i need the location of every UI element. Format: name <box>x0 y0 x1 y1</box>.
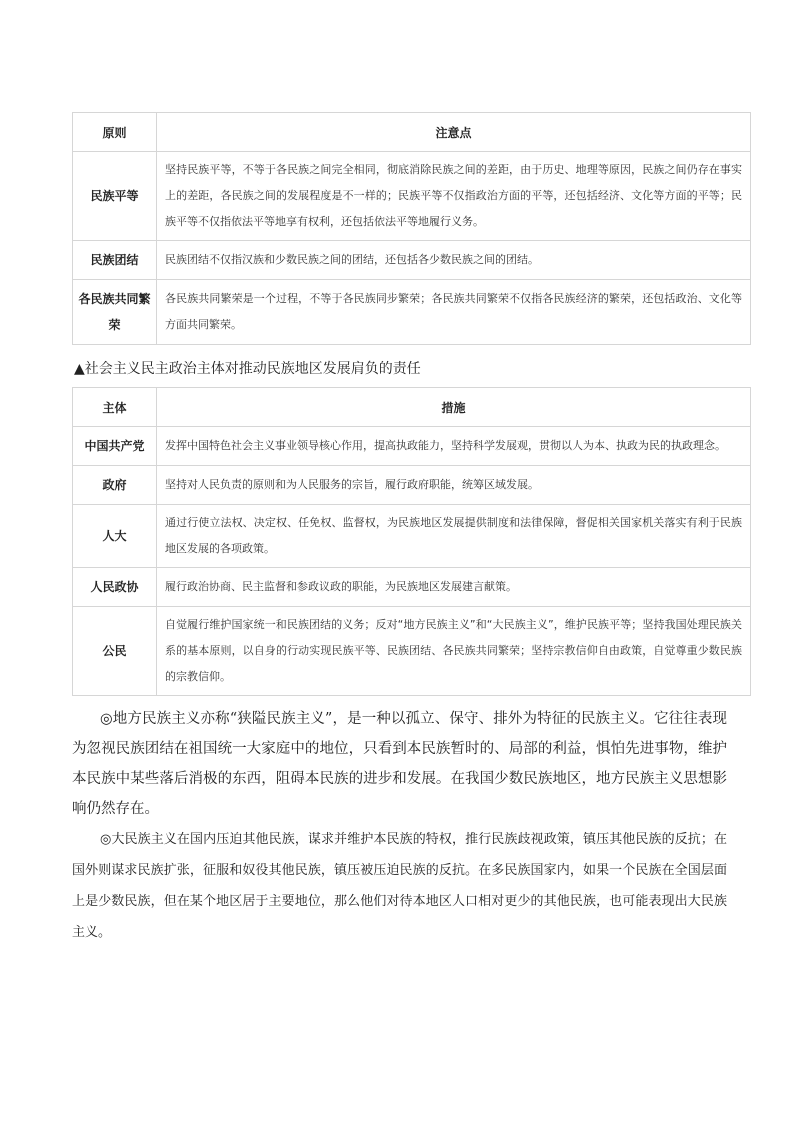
table-row <box>73 280 751 345</box>
table-row <box>73 607 751 696</box>
row-key: 各民族共同繁荣 <box>73 280 157 345</box>
row-text: 坚持对人民负责的原则和为人民服务的宗旨，履行政府职能，统筹区域发展。 <box>157 466 751 505</box>
row-text: 履行政治协商、民主监督和参政议政的职能，为民族地区发展建言献策。 <box>157 568 751 607</box>
column-header-notes: 注意点 <box>157 113 751 152</box>
table-row <box>73 427 751 466</box>
row-text: 通过行使立法权、决定权、任免权、监督权，为民族地区发展提供制度和法律保障，督促相关国家机关落实有利于民族地区发展的各项政策。 <box>157 505 751 568</box>
row-key: 民族平等 <box>73 152 157 241</box>
principles-table <box>72 112 751 345</box>
table-header-row <box>73 113 751 152</box>
section-caption: ▲社会主义民主政治主体对推动民族地区发展肩负的责任 <box>74 361 421 377</box>
row-key: 公民 <box>73 607 157 696</box>
row-text: 发挥中国特色社会主义事业领导核心作用，提高执政能力，坚持科学发展观，贯彻以人为本、执政为民的执政理念。 <box>157 427 751 466</box>
column-header-principle: 原则 <box>73 113 157 152</box>
table-row <box>73 152 751 241</box>
row-text: 民族团结不仅指汉族和少数民族之间的团结，还包括各少数民族之间的团结。 <box>157 241 751 280</box>
table-row <box>73 241 751 280</box>
row-key: 人大 <box>73 505 157 568</box>
document-page <box>72 112 750 948</box>
table-row <box>73 505 751 568</box>
row-text: 坚持民族平等，不等于各民族之间完全相同，彻底消除民族之间的差距，由于历史、地理等原因，民族之间仍存在事实上的差距，各民族之间的发展程度是不一样的；民族平等不仅指政治方面的平等，还包括经济、文化等方面的平等；民族平等不仅指依法平等地享有权利，还包括依法平等地履行义务。 <box>157 152 751 241</box>
paragraph-local-nationalism: ◎地方民族主义亦称“狭隘民族主义”，是一种以孤立、保守、排外为特征的民族主义。它往往表现为忽视民族团结在祖国统一大家庭中的地位，只看到本民族暂时的、局部的利益，惧怕先进事物，维护本民族中某些落后消极的东西，阻碍本民族的进步和发展。在我国少数民族地区，地方民族主义思想影响仍然存在。 <box>72 711 727 817</box>
row-key: 人民政协 <box>73 568 157 607</box>
paragraph-great-nationalism: ◎大民族主义在国内压迫其他民族，谋求并维护本民族的特权，推行民族歧视政策，镇压其他民族的反抗；在国外则谋求民族扩张，征服和奴役其他民族，镇压被压迫民族的反抗。在多民族国家内，如果一个民族在全国层面上是少数民族，但在某个地区居于主要地位，那么他们对待本地区人口相对更少的其他民族，也可能表现出大民族主义。 <box>72 832 727 940</box>
table-row <box>73 568 751 607</box>
column-header-measures: 措施 <box>157 388 751 427</box>
column-header-subject: 主体 <box>73 388 157 427</box>
row-key: 政府 <box>73 466 157 505</box>
row-key: 中国共产党 <box>73 427 157 466</box>
row-text: 各民族共同繁荣是一个过程，不等于各民族同步繁荣；各民族共同繁荣不仅指各民族经济的繁荣，还包括政治、文化等方面共同繁荣。 <box>157 280 751 345</box>
table-row <box>73 466 751 505</box>
row-key: 民族团结 <box>73 241 157 280</box>
row-text: 自觉履行维护国家统一和民族团结的义务；反对“地方民族主义”和“大民族主义”，维护民族平等；坚持我国处理民族关系的基本原则，以自身的行动实现民族平等、民族团结、各民族共同繁荣；坚持宗教信仰自由政策，自觉尊重少数民族的宗教信仰。 <box>157 607 751 696</box>
table-header-row <box>73 388 751 427</box>
responsibilities-table <box>72 387 751 696</box>
